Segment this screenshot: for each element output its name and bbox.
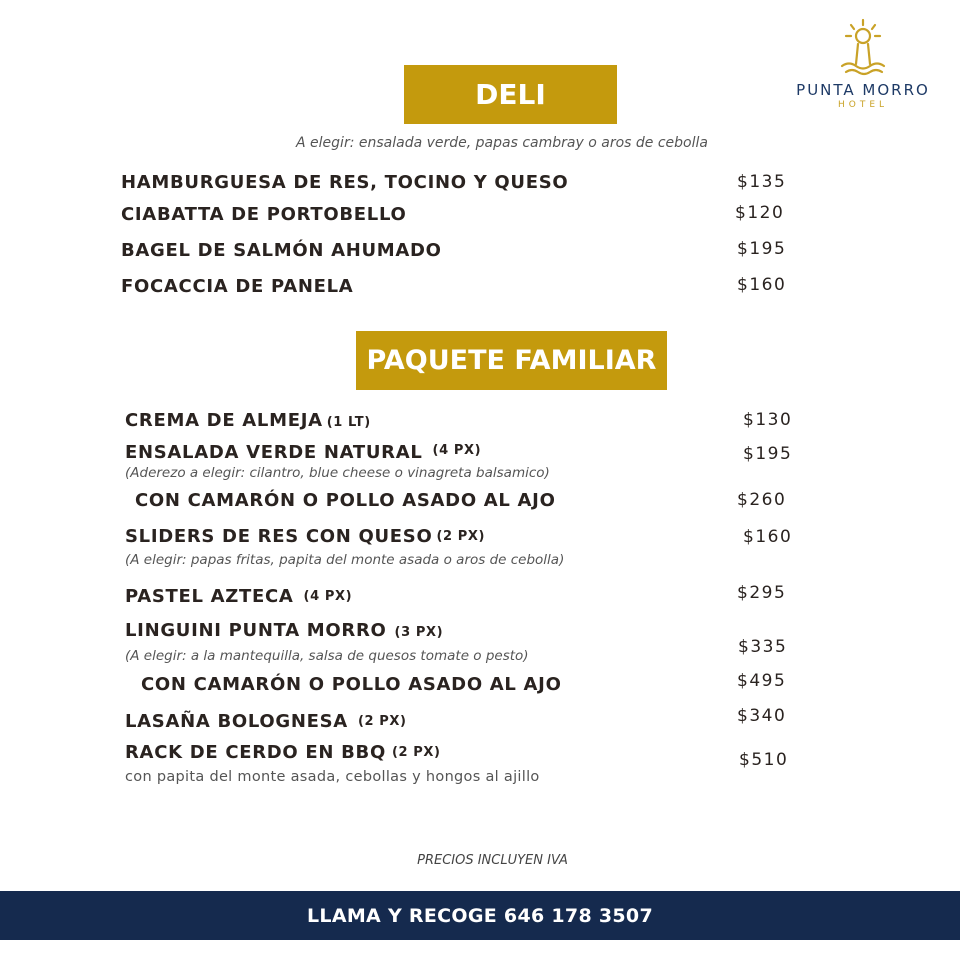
deli-heading: DELI [404, 65, 617, 124]
menu-item-price: $510 [739, 750, 789, 770]
sun-waves-icon [834, 18, 892, 78]
menu-item-name: CON CAMARÓN O POLLO ASADO AL AJO [141, 674, 562, 695]
deli-note: A elegir: ensalada verde, papas cambray o aros de cebolla [296, 135, 708, 151]
menu-item-price: $120 [735, 203, 785, 223]
menu-item-qty: (4 PX) [432, 443, 482, 458]
menu-item-price: $195 [743, 444, 793, 464]
menu-item-name: PASTEL AZTECA (4 PX) [125, 586, 353, 607]
menu-item-name: CON CAMARÓN O POLLO ASADO AL AJO [135, 490, 556, 511]
menu-item-qty: (2 PX) [436, 529, 486, 544]
menu-item-description: (Aderezo a elegir: cilantro, blue cheese o vinagreta balsamico) [125, 465, 550, 481]
logo-name: PUNTA MORRO [796, 81, 930, 99]
logo-subtitle: HOTEL [837, 100, 889, 110]
menu-item-price: $130 [743, 410, 793, 430]
menu-item-qty: (3 PX) [394, 625, 444, 640]
menu-item-description: con papita del monte asada, cebollas y hongos al ajillo [125, 769, 540, 785]
footer-banner: LLAMA Y RECOGE 646 178 3507 [0, 891, 960, 940]
menu-item-description: (A elegir: papas fritas, papita del monte asada o aros de cebolla) [125, 552, 565, 568]
menu-item-name: CIABATTA DE PORTOBELLO [121, 204, 407, 225]
menu-item-name: RACK DE CERDO EN BBQ (2 PX) [125, 742, 441, 763]
menu-item-price: $340 [737, 706, 787, 726]
menu-item-name: BAGEL DE SALMÓN AHUMADO [121, 240, 442, 261]
tax-note: PRECIOS INCLUYEN IVA [417, 853, 568, 868]
menu-item-price: $260 [737, 490, 787, 510]
menu-item-qty: (1 LT) [326, 415, 371, 430]
menu-item-price: $195 [737, 239, 787, 259]
menu-item-name: FOCACCIA DE PANELA [121, 276, 354, 297]
menu-item-price: $135 [737, 172, 787, 192]
hotel-logo [780, 18, 946, 118]
menu-item-name: LINGUINI PUNTA MORRO (3 PX) [125, 620, 444, 641]
menu-item-name: LASAÑA BOLOGNESA (2 PX) [125, 711, 407, 732]
menu-item-name: ENSALADA VERDE NATURAL $^{(4 PX)}$ [125, 442, 482, 463]
menu-item-price: $495 [737, 671, 787, 691]
menu-item-price: $295 [737, 583, 787, 603]
menu-item-price: $160 [737, 275, 787, 295]
menu-item-qty: (2 PX) [357, 714, 407, 729]
menu-item-price: $335 [738, 637, 788, 657]
menu-item-description: (A elegir: a la mantequilla, salsa de quesos tomate o pesto) [125, 648, 529, 664]
menu-item-qty: (4 PX) [303, 589, 353, 604]
menu-item-qty: (2 PX) [391, 745, 441, 760]
menu-item-price: $160 [743, 527, 793, 547]
menu-item-name: CREMA DE ALMEJA (1 LT) [125, 410, 371, 431]
menu-item-name: HAMBURGUESA DE RES, TOCINO Y QUESO [121, 172, 569, 193]
menu-item-name: SLIDERS DE RES CON QUESO (2 PX) [125, 526, 486, 547]
familiar-heading: PAQUETE FAMILIAR [356, 331, 667, 390]
